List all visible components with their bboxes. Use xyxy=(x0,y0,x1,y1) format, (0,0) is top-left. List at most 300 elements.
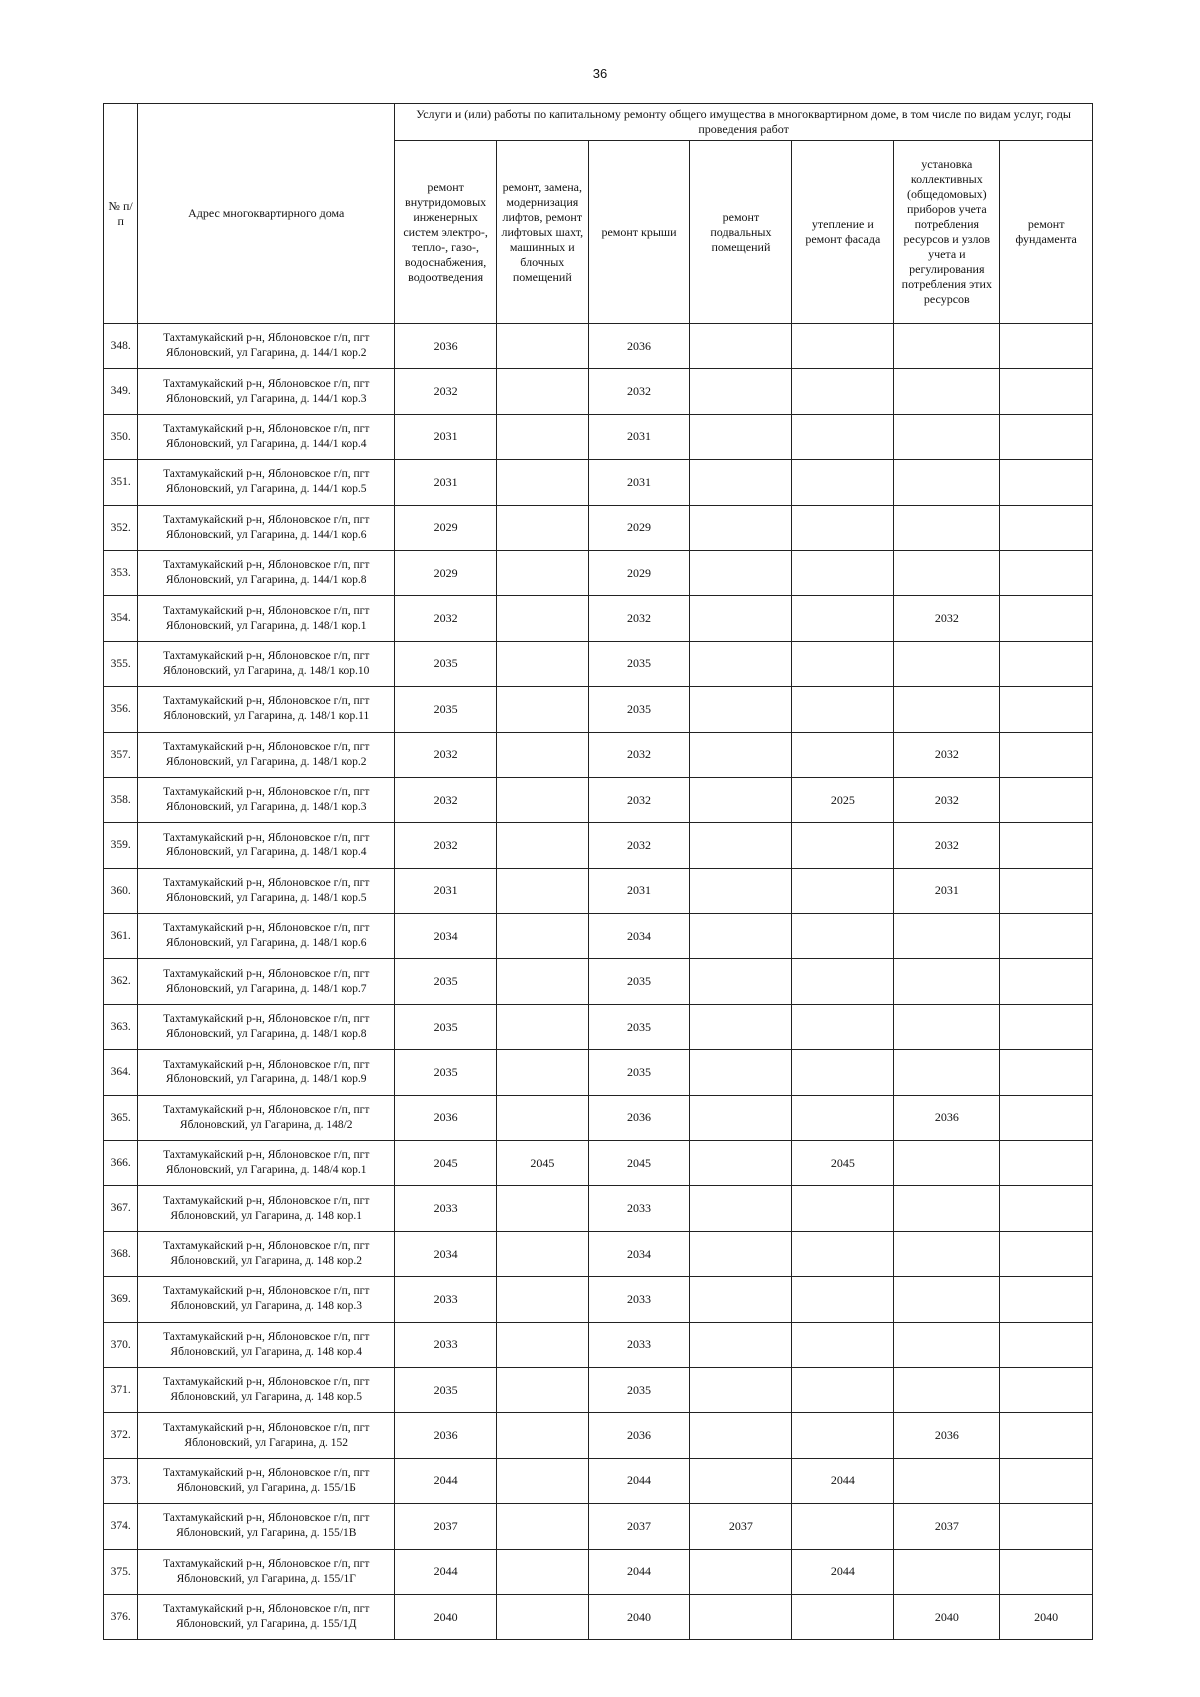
year-meters xyxy=(894,1277,1000,1322)
year-engineering-systems: 2031 xyxy=(395,414,497,459)
address-line-2: Яблоновский, ул Гагарина, д. 144/1 кор.4 xyxy=(165,437,367,450)
year-elevators xyxy=(497,1413,589,1458)
year-engineering-systems: 2034 xyxy=(395,914,497,959)
year-facade xyxy=(792,505,894,550)
year-elevators xyxy=(497,1095,589,1140)
year-elevators xyxy=(497,324,589,369)
row-number: 350. xyxy=(104,414,138,459)
year-facade xyxy=(792,550,894,595)
year-engineering-systems: 2032 xyxy=(395,369,497,414)
table-row xyxy=(104,959,1093,1004)
year-meters xyxy=(894,369,1000,414)
row-number: 352. xyxy=(104,505,138,550)
header-address: Адрес многоквартирного дома xyxy=(138,104,395,324)
year-foundation xyxy=(1000,1004,1093,1049)
address-line-1: Тахтамукайский р-н, Яблоновское г/п, пгт xyxy=(163,377,370,390)
address-line-2: Яблоновский, ул Гагарина, д. 148/1 кор.9 xyxy=(165,1073,367,1086)
year-meters xyxy=(894,959,1000,1004)
table-row xyxy=(104,324,1093,369)
row-number: 374. xyxy=(104,1504,138,1549)
year-meters xyxy=(894,1549,1000,1594)
row-address xyxy=(138,1458,395,1503)
year-engineering-systems: 2032 xyxy=(395,777,497,822)
year-meters xyxy=(894,460,1000,505)
address-line-1: Тахтамукайский р-н, Яблоновское г/п, пгт xyxy=(163,1240,370,1253)
row-address xyxy=(138,1413,395,1458)
header-meters: установка коллективных (общедомовых) приборов учета потребления ресурсов и узлов учета и регулирования потребления этих ресурсов xyxy=(894,141,1000,324)
year-basement xyxy=(690,414,792,459)
year-facade xyxy=(792,687,894,732)
year-engineering-systems: 2035 xyxy=(395,1004,497,1049)
table-row xyxy=(104,460,1093,505)
year-engineering-systems: 2029 xyxy=(395,550,497,595)
year-elevators xyxy=(497,777,589,822)
row-address xyxy=(138,641,395,686)
year-facade xyxy=(792,1095,894,1140)
address-line-2: Яблоновский, ул Гагарина, д. 148 кор.5 xyxy=(170,1391,363,1404)
row-number: 364. xyxy=(104,1050,138,1095)
year-basement xyxy=(690,1549,792,1594)
year-facade xyxy=(792,369,894,414)
year-basement xyxy=(690,1141,792,1186)
table-row xyxy=(104,596,1093,641)
table-row xyxy=(104,1050,1093,1095)
year-basement xyxy=(690,505,792,550)
year-elevators xyxy=(497,732,589,777)
address-line-2: Яблоновский, ул Гагарина, д. 148/1 кор.3 xyxy=(165,801,367,814)
year-meters: 2031 xyxy=(894,868,1000,913)
year-elevators xyxy=(497,1322,589,1367)
row-number: 354. xyxy=(104,596,138,641)
year-foundation xyxy=(1000,1549,1093,1594)
row-number: 356. xyxy=(104,687,138,732)
year-basement xyxy=(690,1322,792,1367)
address-line-1: Тахтамукайский р-н, Яблоновское г/п, пгт xyxy=(163,831,370,844)
year-facade xyxy=(792,959,894,1004)
year-meters xyxy=(894,641,1000,686)
table-row xyxy=(104,1186,1093,1231)
row-address xyxy=(138,1050,395,1095)
address-line-2: Яблоновский, ул Гагарина, д. 148/1 кор.11 xyxy=(163,710,370,723)
table-row xyxy=(104,1141,1093,1186)
year-engineering-systems: 2036 xyxy=(395,324,497,369)
row-number: 371. xyxy=(104,1367,138,1412)
year-foundation xyxy=(1000,414,1093,459)
year-meters xyxy=(894,1322,1000,1367)
address-line-2: Яблоновский, ул Гагарина, д. 148/1 кор.4 xyxy=(165,846,367,859)
year-foundation xyxy=(1000,777,1093,822)
row-number: 349. xyxy=(104,369,138,414)
year-basement xyxy=(690,1458,792,1503)
row-number: 358. xyxy=(104,777,138,822)
year-foundation xyxy=(1000,460,1093,505)
year-basement xyxy=(690,596,792,641)
row-address xyxy=(138,1367,395,1412)
address-line-2: Яблоновский, ул Гагарина, д. 148 кор.2 xyxy=(170,1255,363,1267)
year-meters xyxy=(894,505,1000,550)
year-foundation xyxy=(1000,914,1093,959)
table-row xyxy=(104,1458,1093,1503)
year-foundation xyxy=(1000,1322,1093,1367)
table-row xyxy=(104,1504,1093,1549)
year-basement xyxy=(690,687,792,732)
year-facade: 2025 xyxy=(792,777,894,822)
address-line-1: Тахтамукайский р-н, Яблоновское г/п, пгт xyxy=(163,468,370,481)
address-line-1: Тахтамукайский р-н, Яблоновское г/п, пгт xyxy=(163,604,370,617)
year-meters: 2032 xyxy=(894,823,1000,868)
row-number: 360. xyxy=(104,868,138,913)
year-facade xyxy=(792,1186,894,1231)
year-elevators xyxy=(497,1050,589,1095)
year-roof: 2037 xyxy=(588,1504,690,1549)
year-roof: 2036 xyxy=(588,324,690,369)
year-engineering-systems: 2044 xyxy=(395,1458,497,1503)
year-engineering-systems: 2035 xyxy=(395,959,497,1004)
table-row xyxy=(104,823,1093,868)
row-number: 348. xyxy=(104,324,138,369)
row-number: 368. xyxy=(104,1231,138,1276)
year-basement xyxy=(690,641,792,686)
year-foundation xyxy=(1000,505,1093,550)
year-basement xyxy=(690,1277,792,1322)
year-facade xyxy=(792,324,894,369)
year-basement xyxy=(690,460,792,505)
year-meters xyxy=(894,1050,1000,1095)
year-engineering-systems: 2032 xyxy=(395,732,497,777)
year-facade xyxy=(792,1050,894,1095)
year-elevators xyxy=(497,1549,589,1594)
address-line-1: Тахтамукайский р-н, Яблоновское г/п, пгт xyxy=(163,786,370,799)
address-line-2: Яблоновский, ул Гагарина, д. 148/1 кор.7 xyxy=(165,982,367,995)
table-row xyxy=(104,1231,1093,1276)
year-roof: 2040 xyxy=(588,1594,690,1639)
address-line-2: Яблоновский, ул Гагарина, д. 144/1 кор.2 xyxy=(165,347,367,360)
address-line-1: Тахтамукайский р-н, Яблоновское г/п, пгт xyxy=(163,1376,370,1389)
address-line-1: Тахтамукайский р-н, Яблоновское г/п, пгт xyxy=(163,922,370,935)
year-roof: 2031 xyxy=(588,868,690,913)
year-facade xyxy=(792,1004,894,1049)
address-line-1: Тахтамукайский р-н, Яблоновское г/п, пгт xyxy=(163,559,370,572)
year-facade: 2045 xyxy=(792,1141,894,1186)
row-number: 362. xyxy=(104,959,138,1004)
row-number: 355. xyxy=(104,641,138,686)
address-line-2: Яблоновский, ул Гагарина, д. 155/1Д xyxy=(176,1618,357,1631)
year-basement xyxy=(690,550,792,595)
year-roof: 2029 xyxy=(588,550,690,595)
row-address xyxy=(138,1141,395,1186)
year-facade xyxy=(792,868,894,913)
year-foundation xyxy=(1000,1367,1093,1412)
row-number: 351. xyxy=(104,460,138,505)
year-foundation xyxy=(1000,1186,1093,1231)
year-elevators xyxy=(497,460,589,505)
address-line-1: Тахтамукайский р-н, Яблоновское г/п, пгт xyxy=(163,1603,370,1616)
year-foundation xyxy=(1000,732,1093,777)
year-roof: 2035 xyxy=(588,1367,690,1412)
address-line-1: Тахтамукайский р-н, Яблоновское г/п, пгт xyxy=(163,423,370,436)
year-facade xyxy=(792,460,894,505)
row-address xyxy=(138,732,395,777)
header-foundation: ремонт фундамента xyxy=(1000,141,1093,324)
year-engineering-systems: 2036 xyxy=(395,1413,497,1458)
year-meters xyxy=(894,1186,1000,1231)
year-facade xyxy=(792,732,894,777)
year-engineering-systems: 2031 xyxy=(395,460,497,505)
year-engineering-systems: 2037 xyxy=(395,1504,497,1549)
year-foundation: 2040 xyxy=(1000,1594,1093,1639)
address-line-2: Яблоновский, ул Гагарина, д. 155/1Б xyxy=(176,1481,356,1494)
address-line-2: Яблоновский, ул Гагарина, д. 144/1 кор.5 xyxy=(165,483,367,496)
year-roof: 2033 xyxy=(588,1322,690,1367)
year-roof: 2034 xyxy=(588,1231,690,1276)
address-line-1: Тахтамукайский р-н, Яблоновское г/п, пгт xyxy=(163,1330,370,1343)
year-foundation xyxy=(1000,868,1093,913)
address-line-1: Тахтамукайский р-н, Яблоновское г/п, пгт xyxy=(163,1467,370,1480)
table-row xyxy=(104,1004,1093,1049)
year-elevators xyxy=(497,1231,589,1276)
year-engineering-systems: 2029 xyxy=(395,505,497,550)
address-line-2: Яблоновский, ул Гагарина, д. 148 кор.1 xyxy=(170,1209,363,1222)
address-line-2: Яблоновский, ул Гагарина, д. 148 кор.3 xyxy=(170,1300,363,1313)
address-line-1: Тахтамукайский р-н, Яблоновское г/п, пгт xyxy=(163,649,370,662)
header-roof: ремонт крыши xyxy=(588,141,690,324)
year-roof: 2034 xyxy=(588,914,690,959)
row-address xyxy=(138,1504,395,1549)
table-row xyxy=(104,732,1093,777)
address-line-1: Тахтамукайский р-н, Яблоновское г/п, пгт xyxy=(163,1013,370,1026)
year-facade xyxy=(792,914,894,959)
year-meters xyxy=(894,1141,1000,1186)
row-address xyxy=(138,1277,395,1322)
row-number: 375. xyxy=(104,1549,138,1594)
year-meters xyxy=(894,550,1000,595)
table-row xyxy=(104,687,1093,732)
row-number: 359. xyxy=(104,823,138,868)
row-address xyxy=(138,596,395,641)
row-address xyxy=(138,505,395,550)
table-row xyxy=(104,1322,1093,1367)
header-engineering-systems: ремонт внутридомовых инженерных систем электро-, тепло-, газо-, водоснабжения, водоотведения xyxy=(395,141,497,324)
row-address xyxy=(138,1231,395,1276)
year-roof: 2035 xyxy=(588,1050,690,1095)
row-address xyxy=(138,687,395,732)
row-address xyxy=(138,1549,395,1594)
year-foundation xyxy=(1000,1277,1093,1322)
year-roof: 2029 xyxy=(588,505,690,550)
year-meters xyxy=(894,324,1000,369)
year-basement xyxy=(690,1231,792,1276)
row-address xyxy=(138,1095,395,1140)
year-basement xyxy=(690,1095,792,1140)
year-basement xyxy=(690,324,792,369)
year-basement xyxy=(690,732,792,777)
row-address xyxy=(138,414,395,459)
row-number: 353. xyxy=(104,550,138,595)
year-meters: 2032 xyxy=(894,596,1000,641)
year-foundation xyxy=(1000,324,1093,369)
year-foundation xyxy=(1000,1504,1093,1549)
year-elevators xyxy=(497,868,589,913)
year-elevators xyxy=(497,959,589,1004)
year-engineering-systems: 2035 xyxy=(395,687,497,732)
year-roof: 2031 xyxy=(588,460,690,505)
year-basement xyxy=(690,868,792,913)
table-row xyxy=(104,1095,1093,1140)
year-meters xyxy=(894,1231,1000,1276)
year-facade xyxy=(792,641,894,686)
row-address xyxy=(138,1186,395,1231)
address-line-2: Яблоновский, ул Гагарина, д. 144/1 кор.8 xyxy=(165,574,367,587)
row-number: 367. xyxy=(104,1186,138,1231)
year-meters: 2040 xyxy=(894,1594,1000,1639)
year-elevators xyxy=(497,369,589,414)
year-engineering-systems: 2033 xyxy=(395,1186,497,1231)
address-line-2: Яблоновский, ул Гагарина, д. 148/1 кор.2 xyxy=(165,755,367,768)
table-body xyxy=(104,324,1093,1640)
table-row xyxy=(104,914,1093,959)
year-engineering-systems: 2035 xyxy=(395,641,497,686)
year-foundation xyxy=(1000,687,1093,732)
year-meters: 2037 xyxy=(894,1504,1000,1549)
row-number: 366. xyxy=(104,1141,138,1186)
year-meters: 2036 xyxy=(894,1413,1000,1458)
year-foundation xyxy=(1000,1413,1093,1458)
year-foundation xyxy=(1000,596,1093,641)
row-address xyxy=(138,369,395,414)
year-roof: 2045 xyxy=(588,1141,690,1186)
year-engineering-systems: 2033 xyxy=(395,1322,497,1367)
year-engineering-systems: 2045 xyxy=(395,1141,497,1186)
table-row xyxy=(104,505,1093,550)
address-line-2: Яблоновский, ул Гагарина, д. 155/1В xyxy=(176,1527,357,1540)
year-basement xyxy=(690,1186,792,1231)
year-meters xyxy=(894,414,1000,459)
row-number: 361. xyxy=(104,914,138,959)
header-elevators: ремонт, замена, модернизация лифтов, ремонт лифтовых шахт, машинных и блочных помещений xyxy=(497,141,589,324)
year-foundation xyxy=(1000,1141,1093,1186)
table-row xyxy=(104,777,1093,822)
year-meters: 2032 xyxy=(894,777,1000,822)
year-meters xyxy=(894,1367,1000,1412)
address-line-2: Яблоновский, ул Гагарина, д. 148/1 кор.5 xyxy=(165,891,367,904)
year-basement xyxy=(690,1413,792,1458)
row-number: 372. xyxy=(104,1413,138,1458)
row-number: 369. xyxy=(104,1277,138,1322)
year-roof: 2035 xyxy=(588,687,690,732)
table-row xyxy=(104,1413,1093,1458)
year-foundation xyxy=(1000,1231,1093,1276)
year-basement xyxy=(690,823,792,868)
year-engineering-systems: 2034 xyxy=(395,1231,497,1276)
row-address xyxy=(138,1322,395,1367)
year-facade xyxy=(792,1504,894,1549)
year-elevators xyxy=(497,687,589,732)
year-facade xyxy=(792,1322,894,1367)
year-foundation xyxy=(1000,1095,1093,1140)
year-meters xyxy=(894,914,1000,959)
year-roof: 2033 xyxy=(588,1277,690,1322)
year-elevators xyxy=(497,1504,589,1549)
year-basement xyxy=(690,1004,792,1049)
year-facade xyxy=(792,1231,894,1276)
row-number: 357. xyxy=(104,732,138,777)
header-facade: утепление и ремонт фасада xyxy=(792,141,894,324)
row-number: 373. xyxy=(104,1458,138,1503)
year-engineering-systems: 2031 xyxy=(395,868,497,913)
table-row xyxy=(104,1549,1093,1594)
year-facade xyxy=(792,414,894,459)
address-line-1: Тахтамукайский р-н, Яблоновское г/п, пгт xyxy=(163,513,370,526)
year-roof: 2032 xyxy=(588,596,690,641)
year-roof: 2032 xyxy=(588,823,690,868)
row-address xyxy=(138,324,395,369)
year-basement xyxy=(690,777,792,822)
year-basement xyxy=(690,914,792,959)
year-foundation xyxy=(1000,641,1093,686)
table-row xyxy=(104,414,1093,459)
year-roof: 2035 xyxy=(588,959,690,1004)
year-meters xyxy=(894,687,1000,732)
year-facade xyxy=(792,1413,894,1458)
address-line-2: Яблоновский, ул Гагарина, д. 144/1 кор.6 xyxy=(165,528,367,541)
year-elevators xyxy=(497,550,589,595)
year-facade: 2044 xyxy=(792,1549,894,1594)
address-line-2: Яблоновский, ул Гагарина, д. 148/1 кор.10 xyxy=(163,664,370,677)
year-basement: 2037 xyxy=(690,1504,792,1549)
year-elevators xyxy=(497,414,589,459)
year-foundation xyxy=(1000,1458,1093,1503)
year-foundation xyxy=(1000,550,1093,595)
table-row xyxy=(104,369,1093,414)
address-line-2: Яблоновский, ул Гагарина, д. 148/1 кор.6 xyxy=(165,937,367,950)
address-line-1: Тахтамукайский р-н, Яблоновское г/п, пгт xyxy=(163,1557,370,1570)
address-line-1: Тахтамукайский р-н, Яблоновское г/п, пгт xyxy=(163,967,370,980)
year-basement xyxy=(690,1594,792,1639)
year-roof: 2035 xyxy=(588,1004,690,1049)
address-line-1: Тахтамукайский р-н, Яблоновское г/п, пгт xyxy=(163,1149,370,1162)
address-line-2: Яблоновский, ул Гагарина, д. 148/2 xyxy=(179,1118,353,1131)
year-elevators xyxy=(497,914,589,959)
year-facade xyxy=(792,1277,894,1322)
table-row xyxy=(104,1594,1093,1639)
year-elevators xyxy=(497,1458,589,1503)
address-line-2: Яблоновский, ул Гагарина, д. 148 кор.4 xyxy=(170,1345,363,1358)
year-foundation xyxy=(1000,823,1093,868)
year-facade xyxy=(792,1367,894,1412)
year-foundation xyxy=(1000,369,1093,414)
year-meters: 2036 xyxy=(894,1095,1000,1140)
year-basement xyxy=(690,959,792,1004)
year-roof: 2032 xyxy=(588,732,690,777)
address-line-1: Тахтамукайский р-н, Яблоновское г/п, пгт xyxy=(163,1194,370,1207)
table-row xyxy=(104,641,1093,686)
year-elevators: 2045 xyxy=(497,1141,589,1186)
year-elevators xyxy=(497,505,589,550)
year-basement xyxy=(690,1050,792,1095)
year-engineering-systems: 2036 xyxy=(395,1095,497,1140)
year-roof: 2035 xyxy=(588,641,690,686)
address-line-1: Тахтамукайский р-н, Яблоновское г/п, пгт xyxy=(163,1512,370,1525)
page-number: 36 xyxy=(592,66,608,81)
year-elevators xyxy=(497,1367,589,1412)
year-roof: 2036 xyxy=(588,1095,690,1140)
address-line-1: Тахтамукайский р-н, Яблоновское г/п, пгт xyxy=(163,740,370,753)
year-engineering-systems: 2044 xyxy=(395,1549,497,1594)
address-line-2: Яблоновский, ул Гагарина, д. 148/4 кор.1 xyxy=(165,1164,367,1177)
year-engineering-systems: 2035 xyxy=(395,1050,497,1095)
capital-repair-table xyxy=(103,103,1093,1640)
year-elevators xyxy=(497,641,589,686)
